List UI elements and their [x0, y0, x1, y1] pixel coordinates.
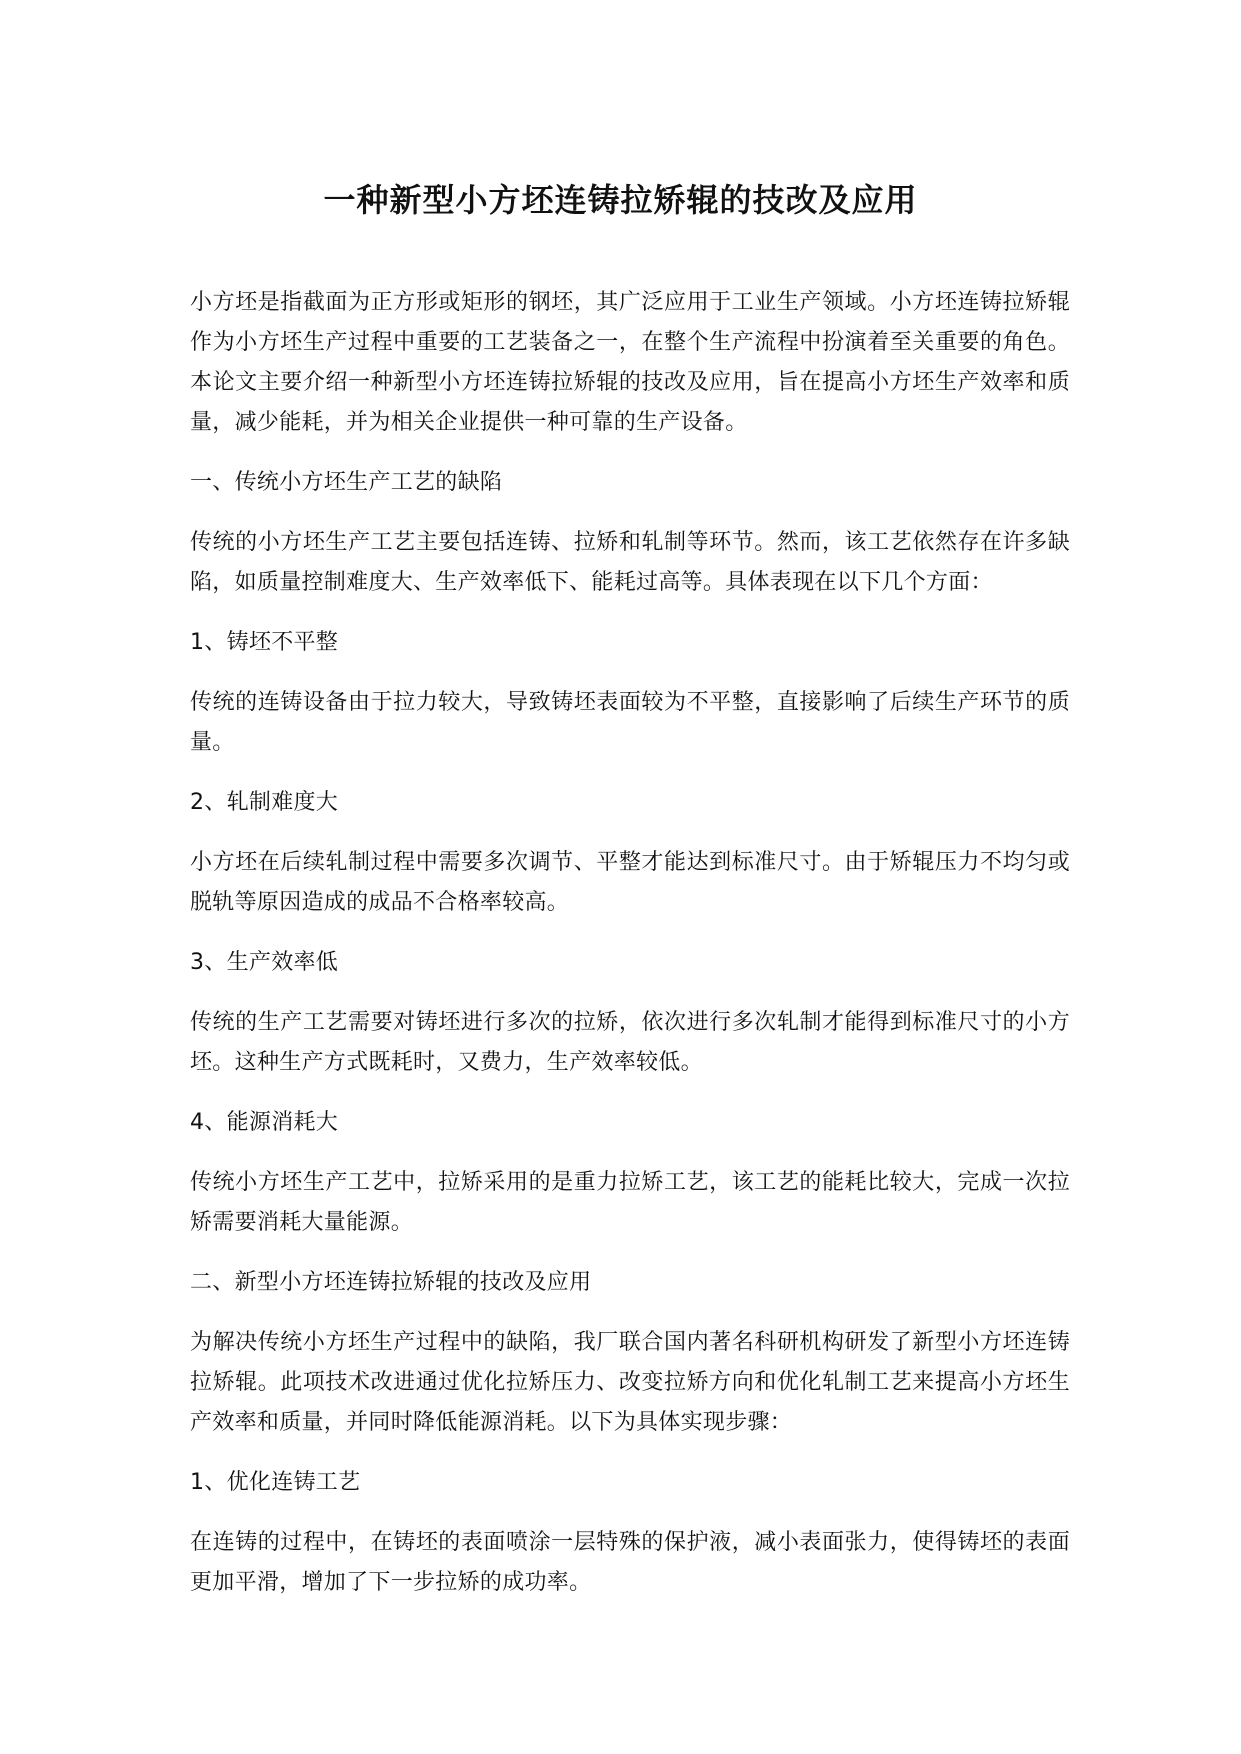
subheading-1-1: 1、铸坯不平整 [190, 630, 339, 655]
subheading-1-2: 2、轧制难度大 [190, 790, 339, 815]
document-body [190, 283, 1070, 1623]
section-heading-1: 一、传统小方坯生产工艺的缺陷 [190, 470, 503, 495]
document-title: 一种新型小方坯连铸拉矫辊的技改及应用 [323, 181, 918, 219]
subsection-1-4-paragraph: 传统小方坯生产工艺中，拉矫采用的是重力拉矫工艺，该工艺的能耗比较大，完成一次拉矫需要消耗大量能源。 [190, 1170, 1070, 1235]
subsection-1-2-paragraph: 小方坯在后续轧制过程中需要多次调节、平整才能达到标准尺寸。由于矫辊压力不均匀或脱轨等原因造成的成品不合格率较高。 [190, 850, 1070, 915]
subsection-2-1-paragraph: 在连铸的过程中，在铸坯的表面喷涂一层特殊的保护液，减小表面张力，使得铸坯的表面更加平滑，增加了下一步拉矫的成功率。 [190, 1530, 1070, 1595]
subsection-1-1-paragraph: 传统的连铸设备由于拉力较大，导致铸坯表面较为不平整，直接影响了后续生产环节的质量。 [190, 690, 1070, 755]
intro-paragraph: 小方坯是指截面为正方形或矩形的钢坯，其广泛应用于工业生产领域。小方坯连铸拉矫辊作为小方坯生产过程中重要的工艺装备之一，在整个生产流程中扮演着至关重要的角色。本论文主要介绍一种新型小方坯连铸拉矫辊的技改及应用，旨在提高小方坯生产效率和质量，减少能耗，并为相关企业提供一种可靠的生产设备。 [190, 290, 1070, 435]
section-heading-2: 二、新型小方坯连铸拉矫辊的技改及应用 [190, 1270, 592, 1295]
subheading-2-1: 1、优化连铸工艺 [190, 1470, 361, 1495]
section-2-paragraph: 为解决传统小方坯生产过程中的缺陷，我厂联合国内著名科研机构研发了新型小方坯连铸拉矫辊。此项技术改进通过优化拉矫压力、改变拉矫方向和优化轧制工艺来提高小方坯生产效率和质量，并同时降低能源消耗。以下为具体实现步骤： [190, 1330, 1070, 1435]
section-1-paragraph: 传统的小方坯生产工艺主要包括连铸、拉矫和轧制等环节。然而，该工艺依然存在许多缺陷，如质量控制难度大、生产效率低下、能耗过高等。具体表现在以下几个方面： [190, 530, 1070, 595]
subheading-1-4: 4、能源消耗大 [190, 1110, 339, 1135]
subheading-1-3: 3、生产效率低 [190, 950, 339, 975]
subsection-1-3-paragraph: 传统的生产工艺需要对铸坯进行多次的拉矫，依次进行多次轧制才能得到标准尺寸的小方坯。这种生产方式既耗时，又费力，生产效率较低。 [190, 1010, 1070, 1075]
